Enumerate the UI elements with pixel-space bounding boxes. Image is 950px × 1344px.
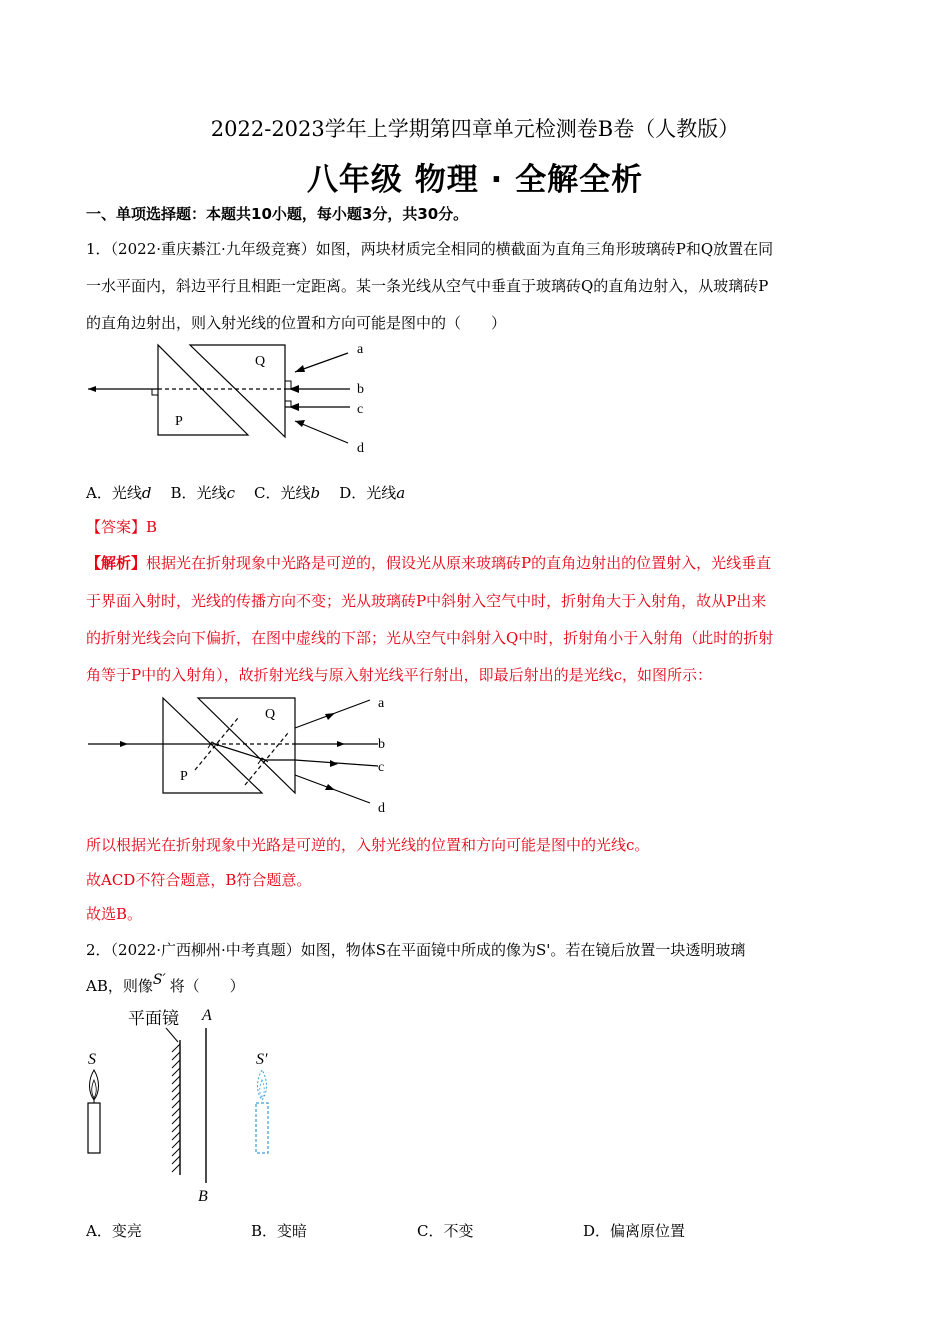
q1-conclusion-2: 故ACD不符合题意，B符合题意。 (86, 871, 312, 889)
q1-figure (80, 335, 390, 465)
prism-p (158, 345, 248, 435)
label-glass-b: B (198, 1188, 208, 1205)
label-q: Q (255, 354, 266, 369)
q1-option-a[interactable]: A．光线d (86, 484, 152, 502)
q1-option-d[interactable]: D．光线a (339, 484, 406, 502)
label-s-image: S′ (256, 1051, 268, 1068)
q2-option-c[interactable]: C．不变 (417, 1222, 474, 1240)
q2-figure (80, 1000, 300, 1210)
section-heading: 一、单项选择题：本题共10小题，每小题3分，共30分。 (86, 205, 469, 223)
label-glass-a: A (202, 1007, 212, 1024)
page-subtitle: 八年级 物理 · 全解全析 (306, 162, 644, 198)
label-d-solution: d (378, 801, 385, 816)
page-title: 2022-2023学年上学期第四章单元检测卷B卷（人教版） (210, 117, 740, 141)
candle-image (256, 1103, 268, 1153)
label-b: b (357, 382, 364, 397)
q1-analysis-line-4: 角等于P中的入射角），故折射光线与原入射光线平行射出，即最后射出的是光线c，如图所示： (86, 666, 712, 684)
label-s: S (88, 1051, 96, 1068)
q1-line-3: 的直角边射出，则入射光线的位置和方向可能是图中的（ ） (86, 314, 507, 332)
q2-line-1: 2．（2022·广西柳州·中考真题）如图，物体S在平面镜中所成的像为S'。若在镜后放置一块透明玻璃 (86, 941, 746, 959)
q1-option-b[interactable]: B．光线c (170, 484, 235, 502)
label-c: c (357, 402, 364, 417)
q1-line-1: 1．（2022·重庆綦江·九年级竞赛）如图，两块材质完全相同的横截面为直角三角形玻璃砖P和Q放置在同 (86, 240, 774, 258)
mirror-label: 平面镜 (128, 1009, 179, 1028)
label-a-solution: a (378, 696, 385, 711)
label-b-solution: b (378, 737, 385, 752)
q2-option-d[interactable]: D．偏离原位置 (583, 1222, 686, 1240)
q1-analysis-line-1: 【解析】根据光在折射现象中光路是可逆的，假设光从原来玻璃砖P的直角边射出的位置射入，光线垂直 (86, 554, 772, 572)
q1-analysis-line-3: 的折射光线会向下偏折，在图中虚线的下部；光从空气中斜射入Q中时，折射角小于入射角（此时的折射 (86, 629, 774, 647)
label-c-solution: c (378, 760, 385, 775)
q1-conclusion-3: 故选B。 (86, 905, 143, 923)
label-a: a (357, 342, 364, 357)
label-q-solution: Q (265, 707, 276, 722)
q1-conclusion-1: 所以根据光在折射现象中光路是可逆的，入射光线的位置和方向可能是图中的光线c。 (86, 836, 650, 854)
candle (88, 1103, 100, 1153)
q2-option-b[interactable]: B．变暗 (251, 1222, 308, 1240)
q2-option-a[interactable]: A．变亮 (86, 1222, 142, 1240)
q1-option-c[interactable]: C．光线b (254, 484, 321, 502)
q1-line-2: 一水平面内，斜边平行且相距一定距离。某一条光线从空气中垂直于玻璃砖Q的直角边射入，从玻璃砖P (86, 277, 769, 295)
q1-options (86, 482, 405, 503)
q1-answer: 【答案】B (86, 518, 158, 536)
q1-solution-figure (80, 690, 400, 820)
label-p-solution: P (180, 769, 188, 784)
q2-line-2: AB，则像S′ 将（ ） (86, 972, 245, 995)
label-p: P (175, 414, 183, 429)
q1-analysis-line-2: 于界面入射时，光线的传播方向不变；光从玻璃砖P中斜射入空气中时，折射角大于入射角，故从P出来 (86, 592, 767, 610)
label-d: d (357, 441, 364, 456)
